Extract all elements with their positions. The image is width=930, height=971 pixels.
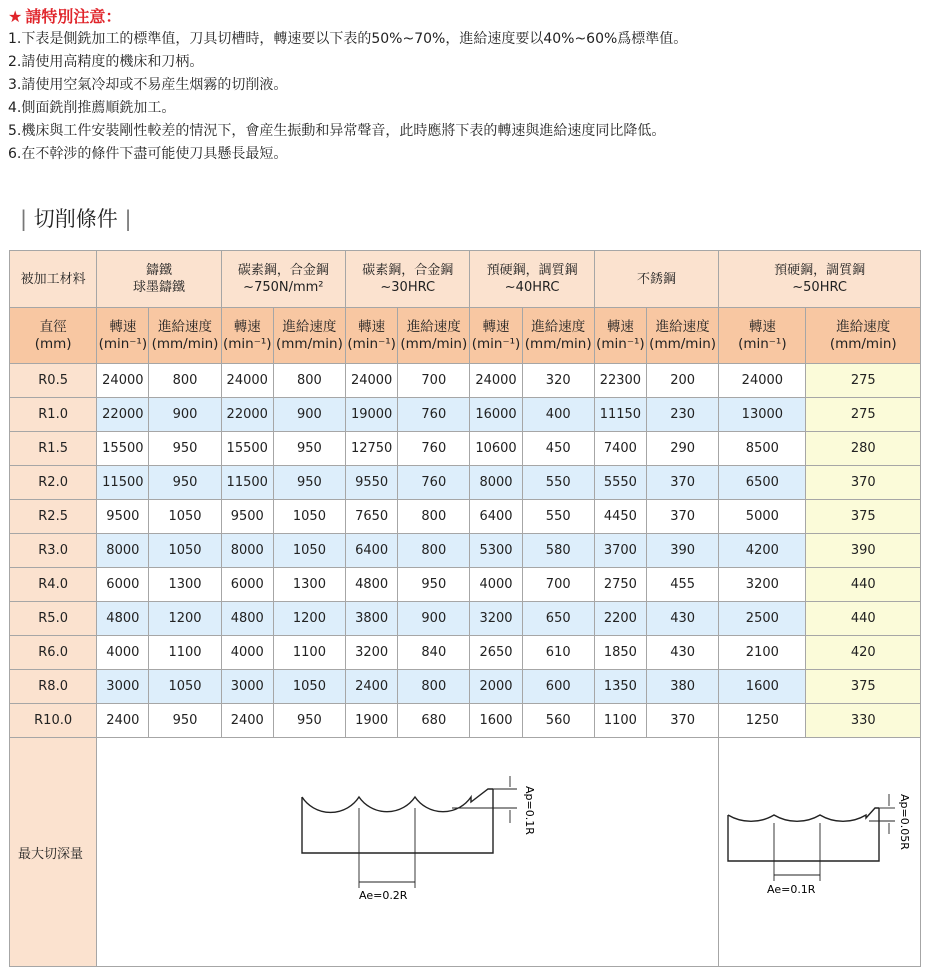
speed-label: 轉速 bbox=[606, 318, 634, 335]
feed-label: 進給速度 bbox=[655, 318, 710, 335]
table-row bbox=[10, 398, 921, 432]
table-cell: 610 bbox=[522, 636, 594, 670]
table-cell: 2400 bbox=[221, 704, 273, 738]
table-cell: 4000 bbox=[470, 568, 522, 602]
feed-unit: (mm/min) bbox=[829, 335, 897, 352]
table-cell: 2650 bbox=[470, 636, 522, 670]
max-depth-row bbox=[10, 738, 921, 967]
diagram-cell bbox=[97, 738, 719, 967]
feed-unit: (mm/min) bbox=[524, 335, 592, 352]
note-line: 2.請使用高精度的機床和刀柄。 bbox=[8, 54, 204, 70]
table-cell: 11500 bbox=[221, 466, 273, 500]
diameter-cell: R2.0 bbox=[10, 466, 97, 500]
diameter-cell: R6.0 bbox=[10, 636, 97, 670]
note-line: 5.機床與工件安裝剛性較差的情況下，會産生振動和异常聲音，此時應將下表的轉速與進給速度同比降低。 bbox=[8, 123, 666, 139]
table-cell: 7650 bbox=[346, 500, 398, 534]
table-cell: 375 bbox=[806, 500, 921, 534]
material-header-row bbox=[10, 251, 921, 308]
table-cell: 900 bbox=[398, 602, 470, 636]
material-header bbox=[594, 251, 718, 308]
table-cell: 370 bbox=[646, 500, 718, 534]
table-row bbox=[10, 636, 921, 670]
table-cell: 8000 bbox=[470, 466, 522, 500]
table-cell: 8000 bbox=[97, 534, 149, 568]
table-cell: 4800 bbox=[346, 568, 398, 602]
feed-unit: (mm/min) bbox=[649, 335, 717, 352]
table-cell: 430 bbox=[646, 602, 718, 636]
feed-label: 進給速度 bbox=[406, 318, 461, 335]
speed-label: 轉速 bbox=[233, 318, 261, 335]
table-cell: 455 bbox=[646, 568, 718, 602]
table-cell: 430 bbox=[646, 636, 718, 670]
speed-header bbox=[97, 308, 149, 364]
table-cell: 11500 bbox=[97, 466, 149, 500]
diameter-cell: R8.0 bbox=[10, 670, 97, 704]
table-cell: 760 bbox=[398, 432, 470, 466]
table-cell: 4800 bbox=[221, 602, 273, 636]
table-cell: 5550 bbox=[594, 466, 646, 500]
table-cell: 1900 bbox=[346, 704, 398, 738]
table-cell: 550 bbox=[522, 500, 594, 534]
section-title: 切削條件 bbox=[33, 207, 118, 231]
table-cell: 600 bbox=[522, 670, 594, 704]
ae-label-1: Ae=0.2R bbox=[359, 889, 408, 902]
table-cell: 280 bbox=[806, 432, 921, 466]
table-cell: 24000 bbox=[221, 364, 273, 398]
table-cell: 6400 bbox=[346, 534, 398, 568]
table-cell: 950 bbox=[149, 466, 221, 500]
speed-unit: (min⁻¹) bbox=[222, 335, 272, 352]
table-cell: 4200 bbox=[719, 534, 806, 568]
table-cell: 370 bbox=[646, 704, 718, 738]
table-cell: 390 bbox=[646, 534, 718, 568]
table-row bbox=[10, 670, 921, 704]
diagram-cell bbox=[719, 738, 921, 967]
feed-header bbox=[149, 308, 221, 364]
speed-unit: (min⁻¹) bbox=[98, 335, 148, 352]
speed-label: 轉速 bbox=[748, 318, 776, 335]
table-cell: 24000 bbox=[346, 364, 398, 398]
table-cell: 840 bbox=[398, 636, 470, 670]
speed-header bbox=[594, 308, 646, 364]
feed-unit: (mm/min) bbox=[276, 335, 343, 352]
note-line: 1.下表是側銑加工的標準值，刀具切槽時，轉速要以下表的50%~70%，進給速度要以40%~60%爲標準值。 bbox=[8, 31, 688, 47]
table-cell: 4800 bbox=[97, 602, 149, 636]
table-cell: 2000 bbox=[470, 670, 522, 704]
table-cell: 950 bbox=[273, 466, 345, 500]
table-cell: 760 bbox=[398, 466, 470, 500]
table-cell: 550 bbox=[522, 466, 594, 500]
table-cell: 420 bbox=[806, 636, 921, 670]
table-cell: 6000 bbox=[221, 568, 273, 602]
table-cell: 275 bbox=[806, 398, 921, 432]
table-cell: 400 bbox=[522, 398, 594, 432]
table-cell: 3200 bbox=[719, 568, 806, 602]
depth-diagram-2 bbox=[719, 738, 920, 966]
diameter-header bbox=[10, 308, 97, 364]
diameter-cell: R1.0 bbox=[10, 398, 97, 432]
material-header bbox=[221, 251, 345, 308]
table-cell: 6400 bbox=[470, 500, 522, 534]
material-spec: 球墨鑄鐵 bbox=[132, 280, 185, 295]
table-cell: 1300 bbox=[149, 568, 221, 602]
table-cell: 380 bbox=[646, 670, 718, 704]
feed-label: 進給速度 bbox=[836, 318, 891, 335]
material-name: 不銹鋼 bbox=[637, 271, 677, 287]
heading-bar-left: | bbox=[20, 207, 28, 231]
table-cell: 800 bbox=[398, 534, 470, 568]
table-cell: 2400 bbox=[346, 670, 398, 704]
diameter-cell: R4.0 bbox=[10, 568, 97, 602]
ae-label-2: Ae=0.1R bbox=[767, 883, 816, 896]
table-cell: 580 bbox=[522, 534, 594, 568]
table-cell: 1050 bbox=[149, 500, 221, 534]
table-cell: 4450 bbox=[594, 500, 646, 534]
table-row bbox=[10, 466, 921, 500]
table-cell: 200 bbox=[646, 364, 718, 398]
table-cell: 7400 bbox=[594, 432, 646, 466]
table-cell: 1850 bbox=[594, 636, 646, 670]
corner-cell: 被加工材料 bbox=[10, 251, 97, 308]
table-cell: 440 bbox=[806, 568, 921, 602]
table-cell: 1100 bbox=[594, 704, 646, 738]
table-cell: 950 bbox=[398, 568, 470, 602]
table-cell: 12750 bbox=[346, 432, 398, 466]
table-cell: 2400 bbox=[97, 704, 149, 738]
table-cell: 22300 bbox=[594, 364, 646, 398]
table-cell: 1200 bbox=[273, 602, 345, 636]
table-cell: 1050 bbox=[273, 534, 345, 568]
table-row bbox=[10, 602, 921, 636]
material-spec: ~750N/mm² bbox=[243, 280, 324, 295]
table-cell: 900 bbox=[149, 398, 221, 432]
table-cell: 950 bbox=[273, 432, 345, 466]
speed-unit: (min⁻¹) bbox=[471, 335, 521, 352]
feed-header bbox=[398, 308, 470, 364]
material-name: 預硬鋼，調質鋼 bbox=[774, 263, 866, 278]
table-cell: 10600 bbox=[470, 432, 522, 466]
table-cell: 3000 bbox=[221, 670, 273, 704]
material-spec: ~50HRC bbox=[792, 280, 847, 295]
table-cell: 650 bbox=[522, 602, 594, 636]
material-header bbox=[719, 251, 921, 308]
table-cell: 370 bbox=[646, 466, 718, 500]
table-cell: 3200 bbox=[346, 636, 398, 670]
star-icon: ★ bbox=[8, 7, 23, 26]
material-name: 碳素鋼，合金鋼 bbox=[362, 263, 454, 278]
table-cell: 1600 bbox=[470, 704, 522, 738]
notes-title bbox=[8, 6, 908, 28]
speed-label: 轉速 bbox=[482, 318, 510, 335]
table-cell: 800 bbox=[273, 364, 345, 398]
feed-label: 進給速度 bbox=[158, 318, 213, 335]
table-cell: 24000 bbox=[97, 364, 149, 398]
table-cell: 8500 bbox=[719, 432, 806, 466]
table-cell: 700 bbox=[522, 568, 594, 602]
table-cell: 4000 bbox=[221, 636, 273, 670]
table-cell: 1100 bbox=[149, 636, 221, 670]
speed-label: 轉速 bbox=[358, 318, 386, 335]
table-cell: 900 bbox=[273, 398, 345, 432]
table-cell: 230 bbox=[646, 398, 718, 432]
table-cell: 950 bbox=[149, 432, 221, 466]
diameter-cell: R3.0 bbox=[10, 534, 97, 568]
table-cell: 760 bbox=[398, 398, 470, 432]
table-cell: 19000 bbox=[346, 398, 398, 432]
table-cell: 800 bbox=[398, 670, 470, 704]
table-cell: 5000 bbox=[719, 500, 806, 534]
feed-header bbox=[806, 308, 921, 364]
table-cell: 2750 bbox=[594, 568, 646, 602]
heading-bar-right: | bbox=[124, 207, 132, 231]
cutting-conditions-table bbox=[9, 250, 921, 967]
table-cell: 15500 bbox=[221, 432, 273, 466]
diameter-cell: R5.0 bbox=[10, 602, 97, 636]
feed-label: 進給速度 bbox=[282, 318, 337, 335]
speed-unit: (min⁻¹) bbox=[596, 335, 645, 352]
table-cell: 370 bbox=[806, 466, 921, 500]
material-name: 鑄鐵 bbox=[145, 263, 172, 278]
table-cell: 290 bbox=[646, 432, 718, 466]
diameter-cell: R10.0 bbox=[10, 704, 97, 738]
table-cell: 950 bbox=[273, 704, 345, 738]
table-cell: 22000 bbox=[97, 398, 149, 432]
table-cell: 6500 bbox=[719, 466, 806, 500]
diameter-cell: R2.5 bbox=[10, 500, 97, 534]
table-cell: 375 bbox=[806, 670, 921, 704]
speed-unit: (min⁻¹) bbox=[347, 335, 396, 352]
speed-header bbox=[719, 308, 806, 364]
table-cell: 330 bbox=[806, 704, 921, 738]
table-cell: 440 bbox=[806, 602, 921, 636]
feed-header bbox=[646, 308, 718, 364]
feed-unit: (mm/min) bbox=[400, 335, 468, 352]
table-cell: 6000 bbox=[97, 568, 149, 602]
table-cell: 950 bbox=[149, 704, 221, 738]
diameter-cell: R1.5 bbox=[10, 432, 97, 466]
feed-header bbox=[273, 308, 345, 364]
depth-diagram-1 bbox=[97, 738, 721, 966]
table-cell: 16000 bbox=[470, 398, 522, 432]
speed-unit: (min⁻¹) bbox=[738, 335, 787, 352]
table-cell: 1050 bbox=[149, 534, 221, 568]
table-row bbox=[10, 432, 921, 466]
table-cell: 450 bbox=[522, 432, 594, 466]
notes-section bbox=[8, 6, 908, 166]
table-cell: 560 bbox=[522, 704, 594, 738]
table-cell: 1050 bbox=[149, 670, 221, 704]
table-cell: 3800 bbox=[346, 602, 398, 636]
speed-header bbox=[221, 308, 273, 364]
notes-title-text: 請特別注意： bbox=[25, 7, 122, 26]
diameter-unit: (mm) bbox=[34, 335, 72, 352]
table-row bbox=[10, 534, 921, 568]
table-row bbox=[10, 500, 921, 534]
material-header bbox=[97, 251, 221, 308]
table-cell: 2100 bbox=[719, 636, 806, 670]
table-cell: 3000 bbox=[97, 670, 149, 704]
table-cell: 3200 bbox=[470, 602, 522, 636]
table-cell: 24000 bbox=[719, 364, 806, 398]
table-row bbox=[10, 704, 921, 738]
feed-label: 進給速度 bbox=[531, 318, 586, 335]
table-cell: 800 bbox=[149, 364, 221, 398]
table-row bbox=[10, 364, 921, 398]
table-cell: 1050 bbox=[273, 670, 345, 704]
table-cell: 1300 bbox=[273, 568, 345, 602]
speed-header bbox=[470, 308, 522, 364]
table-cell: 9550 bbox=[346, 466, 398, 500]
table-cell: 800 bbox=[398, 500, 470, 534]
ap-label-1: Ap=0.1R bbox=[523, 786, 537, 835]
table-cell: 3700 bbox=[594, 534, 646, 568]
note-line: 4.側面銑削推薦順銑加工。 bbox=[8, 100, 176, 116]
material-spec: ~40HRC bbox=[504, 280, 560, 295]
material-name: 預硬鋼，調質鋼 bbox=[486, 263, 578, 278]
table-cell: 275 bbox=[806, 364, 921, 398]
table-cell: 1200 bbox=[149, 602, 221, 636]
table-cell: 390 bbox=[806, 534, 921, 568]
ap-label-2: Ap=0.05R bbox=[898, 794, 912, 850]
table-cell: 1350 bbox=[594, 670, 646, 704]
unit-header-row bbox=[10, 308, 921, 364]
note-line: 6.在不幹涉的條件下盡可能使刀具懸長最短。 bbox=[8, 146, 288, 162]
table-cell: 2200 bbox=[594, 602, 646, 636]
table-cell: 1250 bbox=[719, 704, 806, 738]
material-header bbox=[346, 251, 470, 308]
table-row bbox=[10, 568, 921, 602]
table-cell: 11150 bbox=[594, 398, 646, 432]
table-cell: 680 bbox=[398, 704, 470, 738]
table-cell: 8000 bbox=[221, 534, 273, 568]
material-header bbox=[470, 251, 594, 308]
feed-header bbox=[522, 308, 594, 364]
table-cell: 1100 bbox=[273, 636, 345, 670]
table-cell: 5300 bbox=[470, 534, 522, 568]
table-cell: 320 bbox=[522, 364, 594, 398]
table-cell: 9500 bbox=[97, 500, 149, 534]
note-line: 3.請使用空氣冷却或不易産生烟霧的切削液。 bbox=[8, 77, 288, 93]
table-cell: 2500 bbox=[719, 602, 806, 636]
max-depth-label: 最大切深量 bbox=[10, 738, 97, 967]
diameter-label: 直徑 bbox=[39, 318, 67, 335]
speed-header bbox=[346, 308, 398, 364]
table-cell: 1050 bbox=[273, 500, 345, 534]
table-cell: 1600 bbox=[719, 670, 806, 704]
diameter-cell: R0.5 bbox=[10, 364, 97, 398]
table-cell: 4000 bbox=[97, 636, 149, 670]
table-cell: 700 bbox=[398, 364, 470, 398]
feed-unit: (mm/min) bbox=[151, 335, 219, 352]
material-name: 碳素鋼，合金鋼 bbox=[237, 263, 329, 278]
table-cell: 15500 bbox=[97, 432, 149, 466]
table-cell: 9500 bbox=[221, 500, 273, 534]
table-cell: 22000 bbox=[221, 398, 273, 432]
material-spec: ~30HRC bbox=[380, 280, 436, 295]
section-heading bbox=[20, 203, 132, 233]
table-cell: 13000 bbox=[719, 398, 806, 432]
speed-label: 轉速 bbox=[109, 318, 137, 335]
table-cell: 24000 bbox=[470, 364, 522, 398]
